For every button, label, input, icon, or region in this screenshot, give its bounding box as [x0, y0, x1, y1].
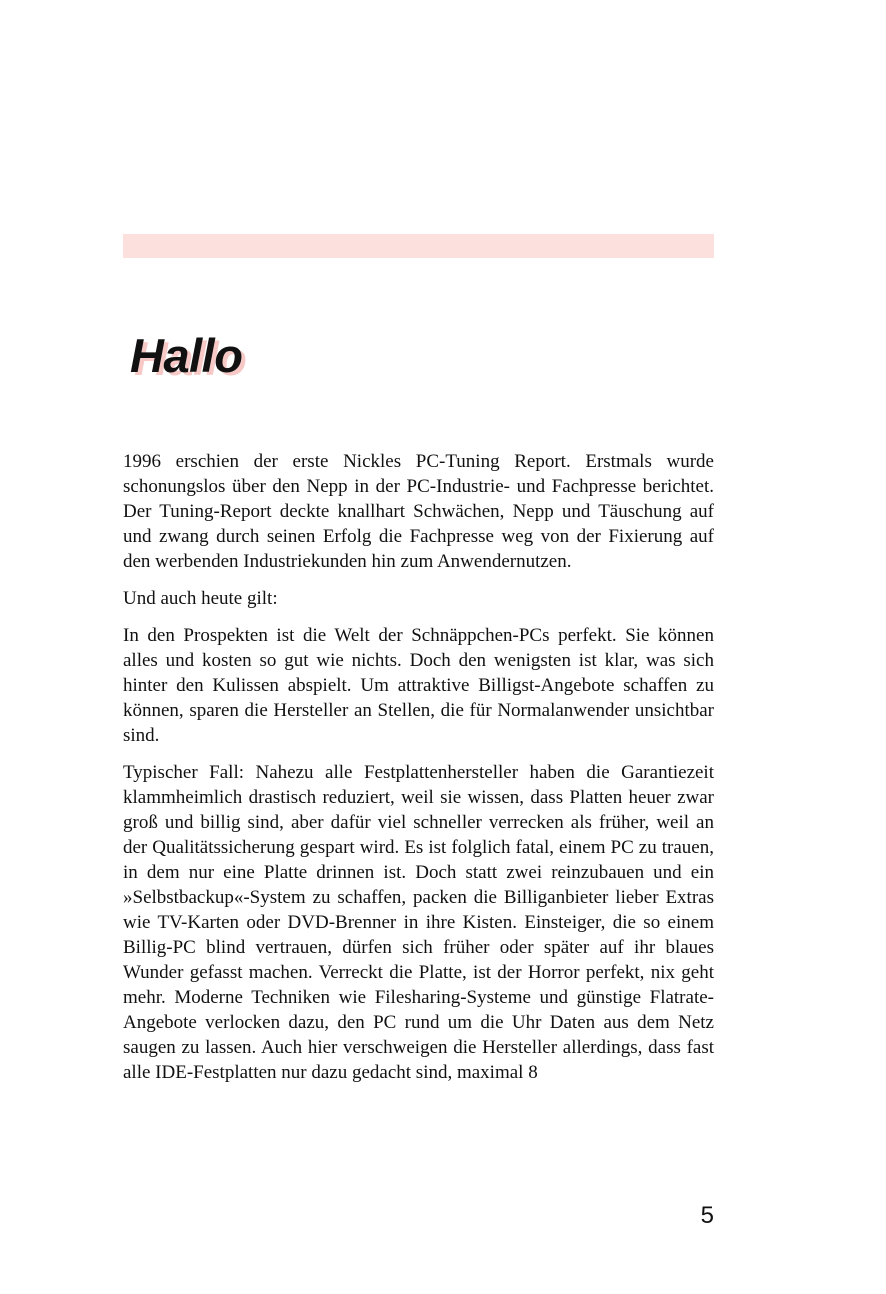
paragraph-lead-in: Und auch heute gilt:	[123, 588, 278, 609]
paragraph-festplatten: Typischer Fall: Nahezu alle Festplattenhersteller haben die Garantiezeit klammheimlich drastisch reduziert, weil sie wissen, dass Platten heuer zwar groß und billig sind, aber dafür viel schneller verrecken als früher, weil an der Qualitätssicherung gespart wird. Es ist folglich fatal, einem PC zu trauen, in dem nur eine Platte drinnen ist. Doch statt zwei reinzubauen und ein »Selbstbackup«-System zu schaffen, packen die Billiganbieter lieber Extras wie TV-Karten oder DVD-Brenner in ihre Kisten. Einsteiger, die so einem Billig-PC blind vertrauen, dürfen sich früher oder später auf ihr blaues Wunder gefasst machen. Verreckt die Platte, ist der Horror perfekt, nix geht mehr. Moderne Techniken wie Filesharing-Systeme und günstige Flatrate-Angebote verlocken dazu, den PC rund um die Uhr Daten aus dem Netz saugen zu lassen. Auch hier verschweigen die Hersteller allerdings, dass fast alle IDE-Festplatten nur dazu gedacht sind, maximal 8	[123, 762, 714, 1083]
paragraph-intro: 1996 erschien der erste Nickles PC-Tuning Report. Erstmals wurde schonungslos über den Nepp in der PC-Industrie- und Fachpresse berichtet. Der Tuning-Report deckte knallhart Schwächen, Nepp und Täuschung auf und zwang durch seinen Erfolg die Fachpresse weg von der Fixierung auf den werbenden Industriekunden hin zum Anwendernutzen.	[123, 451, 714, 572]
chapter-title: Hallo	[130, 329, 243, 382]
page-number: 5	[700, 1202, 714, 1229]
paragraph-prospekte: In den Prospekten ist die Welt der Schnäppchen-PCs perfekt. Sie können alles und kosten so gut wie nichts. Doch den wenigsten ist klar, was sich hinter den Kulissen abspielt. Um attraktive Billigst-Angebote schaffen zu können, sparen die Hersteller an Stellen, die für Normalanwender unsichtbar sind.	[123, 625, 714, 746]
body-text	[123, 449, 714, 1097]
chapter-header-band	[123, 234, 714, 258]
